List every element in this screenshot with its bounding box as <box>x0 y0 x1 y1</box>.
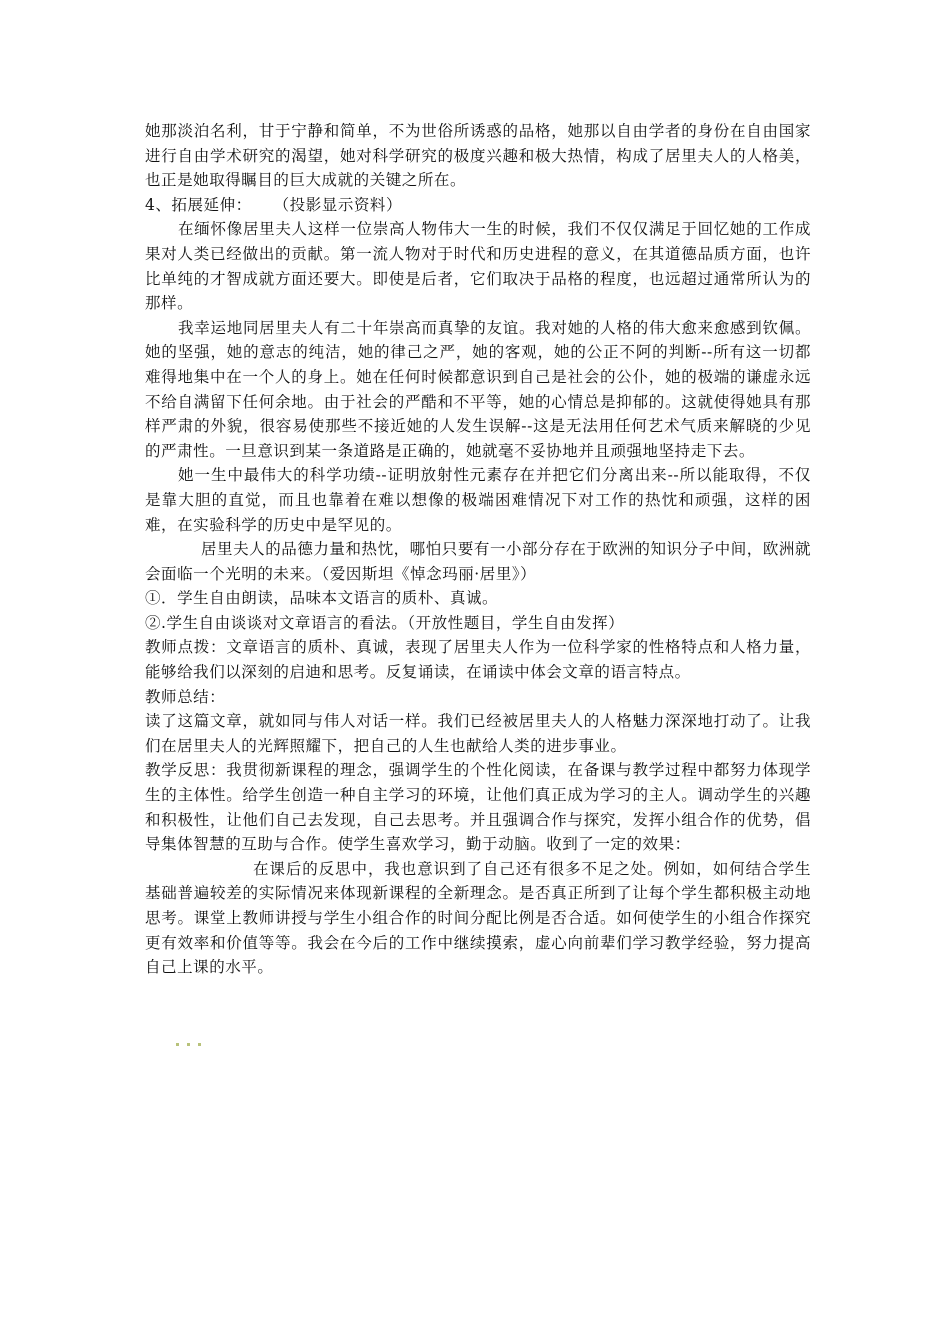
heading-teacher-summary: 教师总结： <box>145 687 226 706</box>
dot-mark <box>187 1043 190 1046</box>
paragraph-reflection-shortcomings: 在课后的反思中，我也意识到了自己还有很多不足之处。例如，如何结合学生基础普遍较差的实际情况来体现新课程的全新理念。是否真正所到了让每个学生都积极主动地思考。课堂上教师讲授与学生小组合作的时间分配比例是否合适。如何使学生的小组合作探究更有效率和价值等等。我会在今后的工作中继续摸索，虚心向前辈们学习教学经验，努力提高自己上课的水平。 <box>145 859 811 977</box>
document-body <box>145 119 811 980</box>
decorative-dots <box>176 1043 201 1046</box>
paragraph-teaching-reflection: 教学反思：我贯彻新课程的理念，强调学生的个性化阅读，在备课与教学过程中都努力体现学生的主体性。给学生创造一种自主学习的环境，让他们真正成为学习的主人。调动学生的兴趣和积极性，让他们自己去发现，自己去思考。并且强调合作与探究，发挥小组合作的优势，倡导集体智慧的互助与合作。使学生喜欢学习，勤于动脑。收到了一定的效果： <box>145 761 811 854</box>
paragraph-teacher-guidance: 教师点拨：文章语言的质朴、真诚，表现了居里夫人作为一位科学家的性格特点和人格力量，能够给我们以深刻的启迪和思考。反复诵读，在诵读中体会文章的语言特点。 <box>145 638 811 682</box>
paragraph-character-summary: 她那淡泊名利，甘于宁静和简单，不为世俗所诱惑的品格，她那以自由学者的身份在自由国家进行自由学术研究的渴望，她对科学研究的极度兴趣和极大热情，构成了居里夫人的人格美，也正是她取得瞩目的巨大成就的关键之所在。 <box>145 122 811 190</box>
paragraph-teacher-summary: 读了这篇文章，就如同与伟人对话一样。我们已经被居里夫人的人格魅力深深地打动了。让我们在居里夫人的光辉照耀下，把自己的人生也献给人类的进步事业。 <box>145 712 811 755</box>
dot-mark <box>176 1043 179 1046</box>
paragraph-quote-2: 我幸运地同居里夫人有二十年崇高而真挚的友谊。我对她的人格的伟大愈来愈感到钦佩。她的坚强，她的意志的纯洁，她的律己之严，她的客观，她的公正不阿的判断--所有这一切都难得地集中在一个人的身上。她在任何时候都意识到自己是社会的公仆，她的极端的谦虚永远不给自满留下任何余地。由于社会的严酷和不平等，她的心情总是抑郁的。这就使得她具有那样严肃的外貌，很容易使那些不接近她的人发生误解--这是无法用任何艺术气质来解晓的少见的严肃性。一旦意识到某一条道路是正确的，她就毫不妥协地并且顽强地坚持走下去。 <box>145 318 811 460</box>
paragraph-quote-4: 居里夫人的品德力量和热忱，哪怕只要有一小部分存在于欧洲的知识分子中间，欧洲就会面临一个光明的未来。（爱因斯坦《悼念玛丽·居里》） <box>145 540 811 583</box>
list-item-discuss: ②.学生自由谈谈对文章语言的看法。（开放性题目，学生自由发挥） <box>145 613 625 632</box>
list-item-read-aloud: ①．学生自由朗读，品味本文语言的质朴、真诚。 <box>145 589 499 608</box>
paragraph-quote-3: 她一生中最伟大的科学功绩--证明放射性元素存在并把它们分离出来--所以能取得，不仅是靠大胆的直觉，而且也靠着在难以想像的极端困难情况下对工作的热忱和顽强，这样的困难，在实验科学的历史中是罕见的。 <box>145 466 811 534</box>
section-heading-extension: 4、拓展延伸： （投影显示资料） <box>145 195 403 214</box>
dot-mark <box>198 1043 201 1046</box>
paragraph-quote-1: 在缅怀像居里夫人这样一位崇高人物伟大一生的时候，我们不仅仅满足于回忆她的工作成果对人类已经做出的贡献。第一流人物对于时代和历史进程的意义，在其道德品质方面，也许比单纯的才智成就方面还要大。即使是后者，它们取决于品格的程度，也远超过通常所认为的那样。 <box>145 220 811 313</box>
